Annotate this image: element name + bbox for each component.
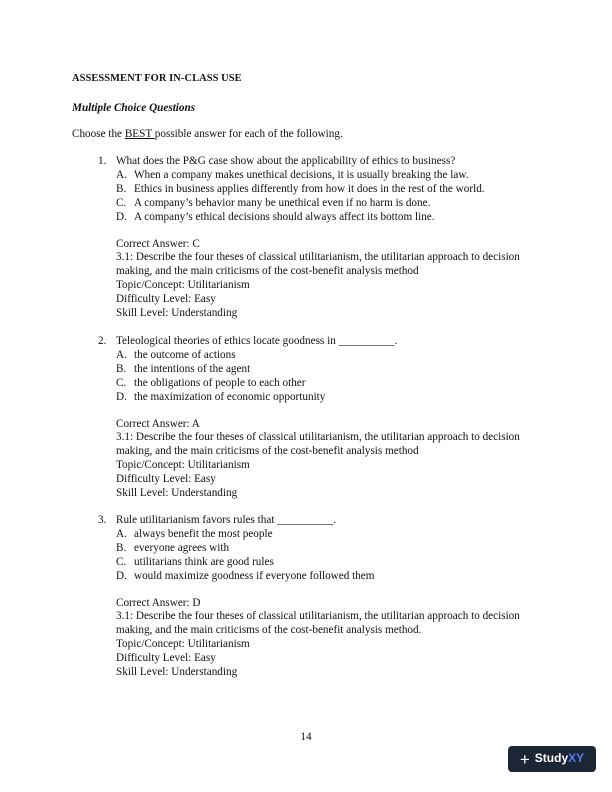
option-a xyxy=(116,528,548,542)
option-c xyxy=(116,197,548,211)
option-c xyxy=(116,556,548,570)
options-list xyxy=(116,349,548,405)
option-text: the intentions of the agent xyxy=(134,362,251,375)
topic-concept: Topic/Concept: Utilitarianism xyxy=(116,638,250,651)
question-number: 3. xyxy=(98,514,107,526)
question-stem xyxy=(98,155,548,169)
difficulty-level: Difficulty Level: Easy xyxy=(116,293,216,306)
instruction-before: Choose the xyxy=(72,128,125,140)
skill-level: Skill Level: Understanding xyxy=(116,666,238,679)
option-letter: D. xyxy=(116,569,127,582)
answer-metadata xyxy=(116,238,548,321)
instruction-text xyxy=(72,128,343,142)
options-list xyxy=(116,528,548,584)
option-text: When a company makes unethical decisions, it is usually breaking the law. xyxy=(134,168,469,181)
question-number: 1. xyxy=(98,155,107,167)
option-a xyxy=(116,169,548,183)
options-list xyxy=(116,169,548,225)
correct-answer: Correct Answer: D xyxy=(116,596,201,609)
instruction-after: possible answer for each of the following. xyxy=(154,128,343,140)
question-text: Rule utilitarianism favors rules that __________. xyxy=(116,514,336,526)
option-text: the outcome of actions xyxy=(134,348,236,361)
option-b xyxy=(116,183,548,197)
option-a xyxy=(116,349,548,363)
badge-text-main: Study xyxy=(534,751,569,766)
question-3 xyxy=(98,514,548,680)
question-text: What does the P&G case show about the applicability of ethics to business? xyxy=(116,155,456,167)
topic-concept: Topic/Concept: Utilitarianism xyxy=(116,459,250,472)
option-d xyxy=(116,570,548,584)
question-text: Teleological theories of ethics locate goodness in __________. xyxy=(116,335,398,347)
option-letter: C. xyxy=(116,555,127,568)
option-text: everyone agrees with xyxy=(134,541,230,554)
page-number: 14 xyxy=(300,731,312,743)
skill-level: Skill Level: Understanding xyxy=(116,487,238,500)
correct-answer: Correct Answer: A xyxy=(116,417,200,430)
option-text: A company’s ethical decisions should always affect its bottom line. xyxy=(134,210,435,223)
question-stem xyxy=(98,514,548,528)
option-text: always benefit the most people xyxy=(134,527,273,540)
question-2 xyxy=(98,335,548,501)
learning-objective: 3.1: Describe the four theses of classical utilitarianism, the utilitarian approach to decision making, and the main criticisms of the cost-benefit analysis method xyxy=(116,251,520,278)
option-text: Ethics in business applies differently from how it does in the rest of the world. xyxy=(134,182,485,195)
studyxy-badge[interactable] xyxy=(508,746,596,772)
option-text: the maximization of economic opportunity xyxy=(134,390,326,403)
learning-objective: 3.1: Describe the four theses of classical utilitarianism, the utilitarian approach to decision making, and the main criticisms of the cost-benefit analysis method xyxy=(116,431,520,458)
option-letter: D. xyxy=(116,390,127,403)
instruction-emphasis: BEST xyxy=(124,128,155,140)
option-b xyxy=(116,363,548,377)
option-letter: A. xyxy=(116,168,127,181)
option-text: utilitarians think are good rules xyxy=(134,555,274,568)
option-text: the obligations of people to each other xyxy=(134,376,306,389)
option-text: would maximize goodness if everyone followed them xyxy=(134,569,375,582)
option-text: A company’s behavior many be unethical even if no harm is done. xyxy=(134,196,431,209)
difficulty-level: Difficulty Level: Easy xyxy=(116,473,216,486)
question-stem xyxy=(98,335,548,349)
correct-answer: Correct Answer: C xyxy=(116,237,200,250)
option-d xyxy=(116,391,548,405)
difficulty-level: Difficulty Level: Easy xyxy=(116,652,216,665)
option-letter: A. xyxy=(116,348,127,361)
question-1 xyxy=(98,155,548,321)
option-c xyxy=(116,377,548,391)
topic-concept: Topic/Concept: Utilitarianism xyxy=(116,279,250,292)
option-b xyxy=(116,542,548,556)
option-letter: B. xyxy=(116,541,127,554)
answer-metadata xyxy=(116,597,548,680)
skill-level: Skill Level: Understanding xyxy=(116,307,238,320)
option-d xyxy=(116,211,548,225)
learning-objective: 3.1: Describe the four theses of classical utilitarianism, the utilitarian approach to decision making, and the main criticisms of the cost-benefit analysis method. xyxy=(116,610,520,637)
question-number: 2. xyxy=(98,335,107,347)
badge-text-accent: XY xyxy=(568,751,585,766)
section-heading: ASSESSMENT FOR IN-CLASS USE xyxy=(72,73,242,84)
option-letter: C. xyxy=(116,196,127,209)
option-letter: B. xyxy=(116,182,127,195)
option-letter: B. xyxy=(116,362,127,375)
option-letter: D. xyxy=(116,210,127,223)
option-letter: C. xyxy=(116,376,127,389)
plus-icon: + xyxy=(519,749,530,769)
section-subheading: Multiple Choice Questions xyxy=(72,102,196,114)
option-letter: A. xyxy=(116,527,127,540)
answer-metadata xyxy=(116,418,548,501)
